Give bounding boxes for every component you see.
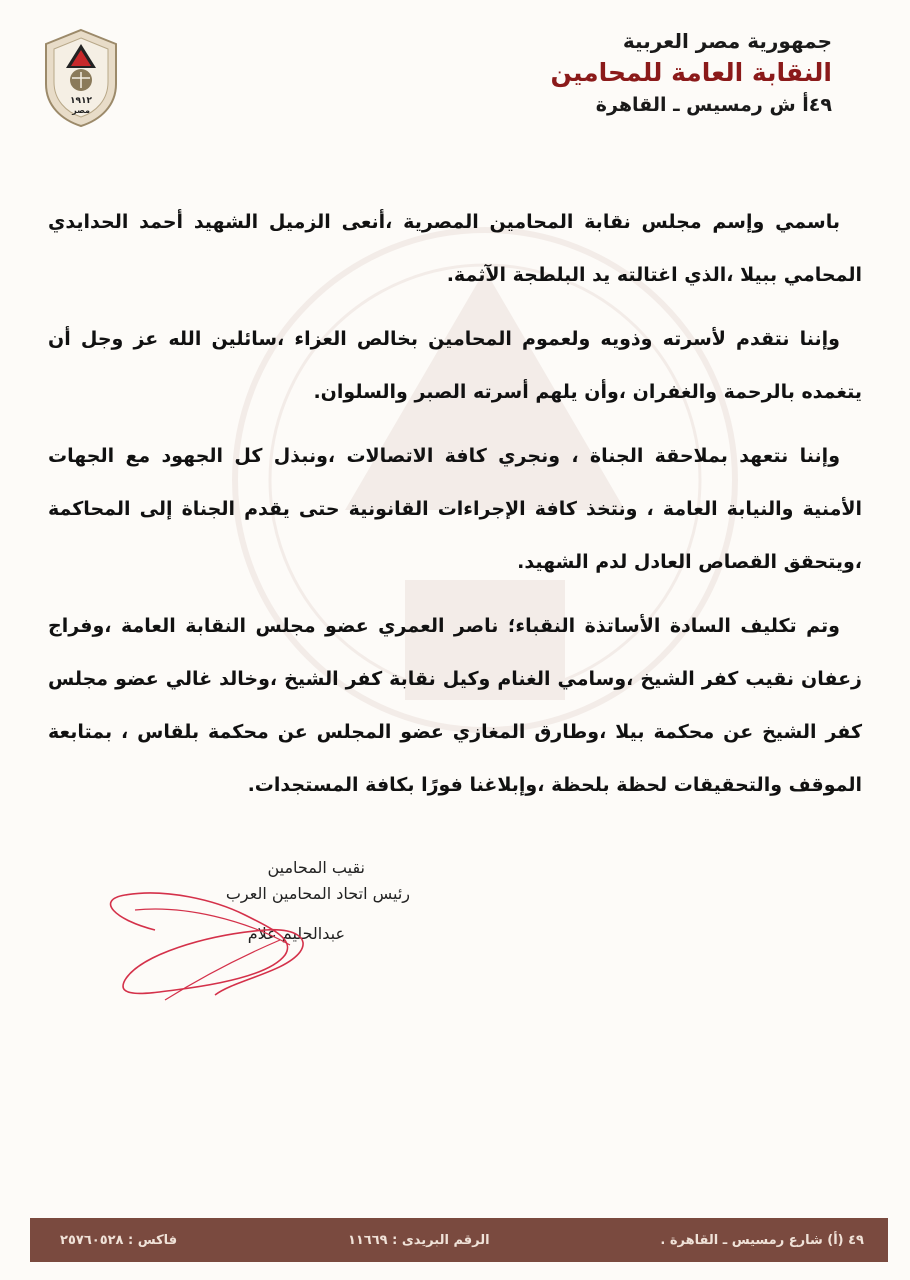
paragraph-assignment: وتم تكليف السادة الأساتذة النقباء؛ ناصر العمري عضو مجلس النقابة العامة ،وفراج زعفان نقيب كفر الشيخ ،وسامي الغنام وكيل نقابة كفر الشيخ ،وخالد غالي عضو مجلس كفر الشيخ عن محكمة بيلا ،وطارق المغازي عضو المجلس عن محكمة بلقاس ، بمتابعة الموقف والتحقيقات لحظة بلحظة ،وإبلاغنا فورًا بكافة المستجدات.: [48, 615, 862, 796]
handwritten-signature: [95, 880, 335, 1010]
signer-subtitle: رئيس اتحاد المحامين العرب: [225, 884, 410, 903]
paragraph-family: وإننا نتقدم لأسرته وذويه ولعموم المحامين بخالص العزاء ،سائلين الله عز وجل أن يتغمده بالرحمة والغفران ،وأن يلهم أسرته الصبر والسلوان.: [48, 328, 862, 403]
signer-title: نقيب المحامين: [267, 858, 365, 877]
letter-body: [48, 196, 862, 823]
letterhead: [550, 26, 832, 120]
footer-postal-code: الرقم البريدى : ١١٦٦٩: [347, 1232, 490, 1248]
footer-address: ٤٩ (أ) شارع رمسيس ـ القاهرة .: [660, 1232, 864, 1248]
syndicate-name: النقابة العامة للمحامين: [550, 58, 832, 87]
signer-name: عبدالحليم علام: [247, 924, 345, 943]
syndicate-logo-icon: [40, 28, 122, 128]
logo-country: مصر: [72, 106, 90, 115]
country-name: جمهورية مصر العربية: [622, 29, 832, 53]
letter-footer: [30, 1218, 888, 1262]
footer-fax: فاكس : ٢٥٧٦٠٥٢٨: [60, 1232, 178, 1248]
paragraph-condolence: باسمي وإسم مجلس نقابة المحامين المصرية ،أنعى الزميل الشهيد أحمد الحدايدي المحامي ببيلا ،الذي اغتالته يد البلطجة الآثمة.: [48, 211, 862, 286]
paragraph-pursuit: وإننا نتعهد بملاحقة الجناة ، ونجري كافة الاتصالات ،ونبذل كل الجهود مع الجهات الأمنية والنيابة العامة ، ونتخذ كافة الإجراءات القانونية حتى يقدم الجناة إلى المحاكمة ،ويتحقق القصاص العادل لدم الشهيد.: [48, 445, 862, 573]
logo-year: ١٩١٢: [70, 96, 92, 106]
header-address: ٤٩أ ش رمسيس ـ القاهرة: [595, 94, 832, 116]
